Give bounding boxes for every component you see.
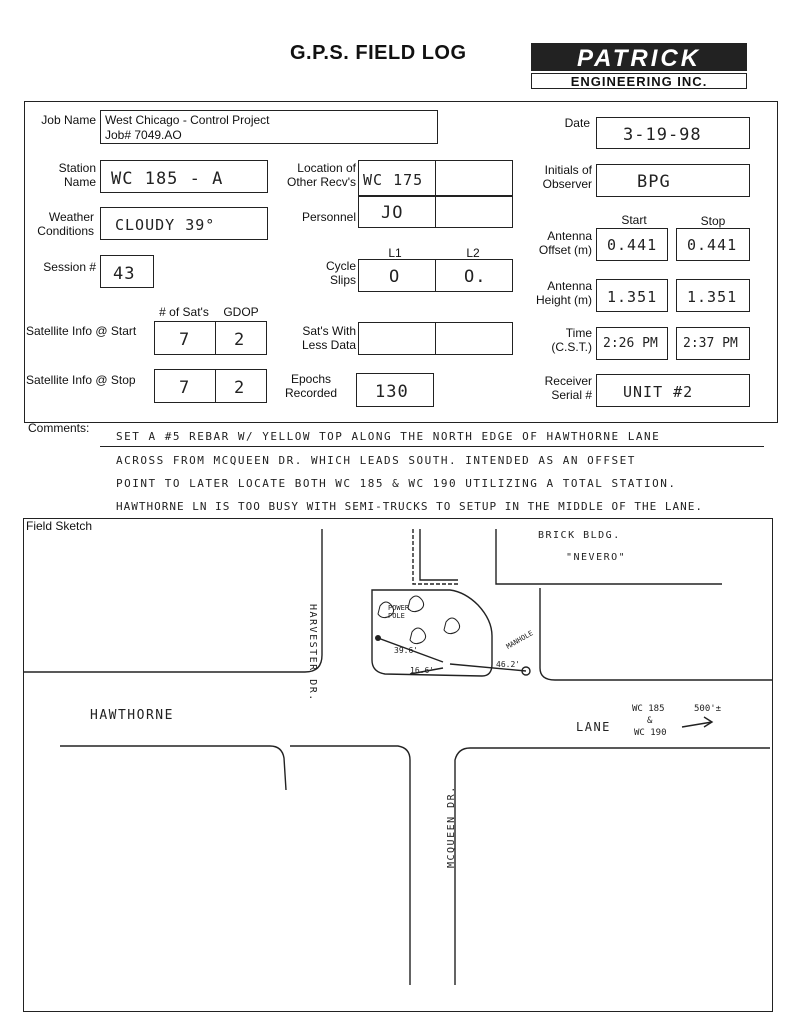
receiver-label: Receiver Serial # [544, 374, 592, 402]
logo-top-text: PATRICK [531, 43, 747, 71]
hawthorne-label: HAWTHORNE [90, 708, 174, 723]
tree-symbol-4 [444, 618, 460, 634]
initials-value: BPG [637, 172, 671, 192]
road-edge-se-west [290, 746, 410, 985]
job-name-line2: Job# 7049.AO [105, 128, 182, 142]
date-label: Date [564, 116, 590, 130]
comments-line-3: POINT TO LATER LOCATE BOTH WC 185 & WC 190 UTILIZING A TOTAL STATION. [116, 477, 677, 490]
power-pole-label: POWER POLE [388, 604, 410, 620]
wc-190-label: WC 190 [634, 728, 667, 738]
comments-label: Comments: [28, 421, 90, 435]
job-name-line1: West Chicago - Control Project [105, 113, 270, 127]
personnel-value: JO [381, 203, 404, 223]
num-sats-label: # of Sat's [159, 305, 209, 319]
nevero-label: "NEVERO" [566, 552, 627, 563]
comments-line-4: HAWTHORNE LN IS TOO BUSY WITH SEMI-TRUCKS TO SETUP IN THE MIDDLE OF THE LANE. [116, 500, 703, 513]
comments-line-2: ACROSS FROM MCQUEEN DR. WHICH LEADS SOUTH. INTENDED AS AN OFFSET [116, 454, 636, 467]
session-value: 43 [113, 264, 136, 284]
sats-less-label: Sat's With Less Data [301, 324, 356, 352]
road-edge-sw [60, 746, 286, 790]
antenna-offset-label: Antenna Offset (m) [538, 229, 592, 257]
weather-value: CLOUDY 39° [115, 216, 216, 234]
sat-stop-label: Satellite Info @ Stop [26, 373, 136, 387]
road-edge-se-east [455, 748, 770, 985]
time-start-value: 2:26 PM [603, 336, 658, 351]
station-name-value: WC 185 - A [111, 169, 224, 189]
time-label: Time (C.S.T.) [551, 326, 592, 354]
l1-label: L1 [388, 246, 402, 260]
gdop-label: GDOP [223, 305, 259, 319]
antenna-offset-start-value: 0.441 [607, 236, 658, 254]
tree-symbol-3 [410, 628, 426, 644]
time-stop-value: 2:37 PM [683, 336, 738, 351]
cycle-slips-l1-value: O [389, 267, 401, 287]
form-title: G.P.S. FIELD LOG [290, 42, 467, 64]
session-label: Session # [43, 260, 96, 274]
personnel-label: Personnel [301, 210, 356, 224]
wc-185-label: WC 185 [632, 704, 665, 714]
logo-bottom-text: ENGINEERING INC. [531, 73, 747, 89]
distance-39-label: 39.6' [394, 646, 419, 655]
sat-stop-gdop-value: 2 [234, 378, 246, 398]
sat-stop-count-value: 7 [179, 378, 191, 398]
epochs-value: 130 [375, 382, 409, 402]
station-name-label: Station Name [58, 161, 96, 189]
start-label: Start [621, 213, 647, 227]
distance-46-label: 46.2' [496, 660, 521, 669]
receiver-value: UNIT #2 [623, 383, 694, 401]
antenna-height-start-value: 1.351 [607, 288, 658, 306]
antenna-height-stop-value: 1.351 [687, 288, 738, 306]
distance-16-label: 16.6' [410, 666, 435, 675]
cycle-slips-label: Cycle Slips [325, 259, 356, 287]
road-edge-nw [24, 529, 322, 672]
cycle-slips-l2-value: O. [464, 267, 487, 287]
l2-label: L2 [466, 246, 480, 260]
brick-bldg-label: BRICK BLDG. [538, 530, 621, 541]
antenna-height-label: Antenna Height (m) [535, 279, 592, 307]
stop-label: Stop [700, 214, 726, 228]
manhole-label: MANHOLE [504, 629, 535, 651]
sat-start-gdop-value: 2 [234, 330, 246, 350]
mcqueen-label: MCQUEEN DR. [446, 785, 457, 868]
road-edge-ne [540, 588, 772, 680]
job-name-label: Job Name [41, 113, 96, 127]
epochs-label: Epochs Recorded [284, 372, 338, 400]
field-sketch-label: Field Sketch [26, 519, 93, 533]
location-label: Location of Other Recv's [287, 161, 356, 189]
fence-line-2 [420, 529, 458, 580]
amp-label: & [647, 716, 654, 726]
rebar-point [375, 635, 381, 641]
location-value: WC 175 [363, 171, 424, 189]
traffic-island [372, 590, 492, 676]
date-value: 3-19-98 [623, 125, 702, 145]
sat-start-count-value: 7 [179, 330, 191, 350]
comments-line-1: SET A #5 REBAR W/ YELLOW TOP ALONG THE NORTH EDGE OF HAWTHORNE LANE [116, 430, 661, 443]
harvester-label: HARVESTER DR. [307, 604, 318, 702]
lane-label: LANE [576, 720, 611, 734]
initials-label: Initials of Observer [542, 163, 592, 191]
sat-start-label: Satellite Info @ Start [26, 324, 137, 338]
weather-label: Weather Conditions [37, 210, 94, 238]
antenna-offset-stop-value: 0.441 [687, 236, 738, 254]
distance-500-label: 500'± [694, 704, 722, 714]
